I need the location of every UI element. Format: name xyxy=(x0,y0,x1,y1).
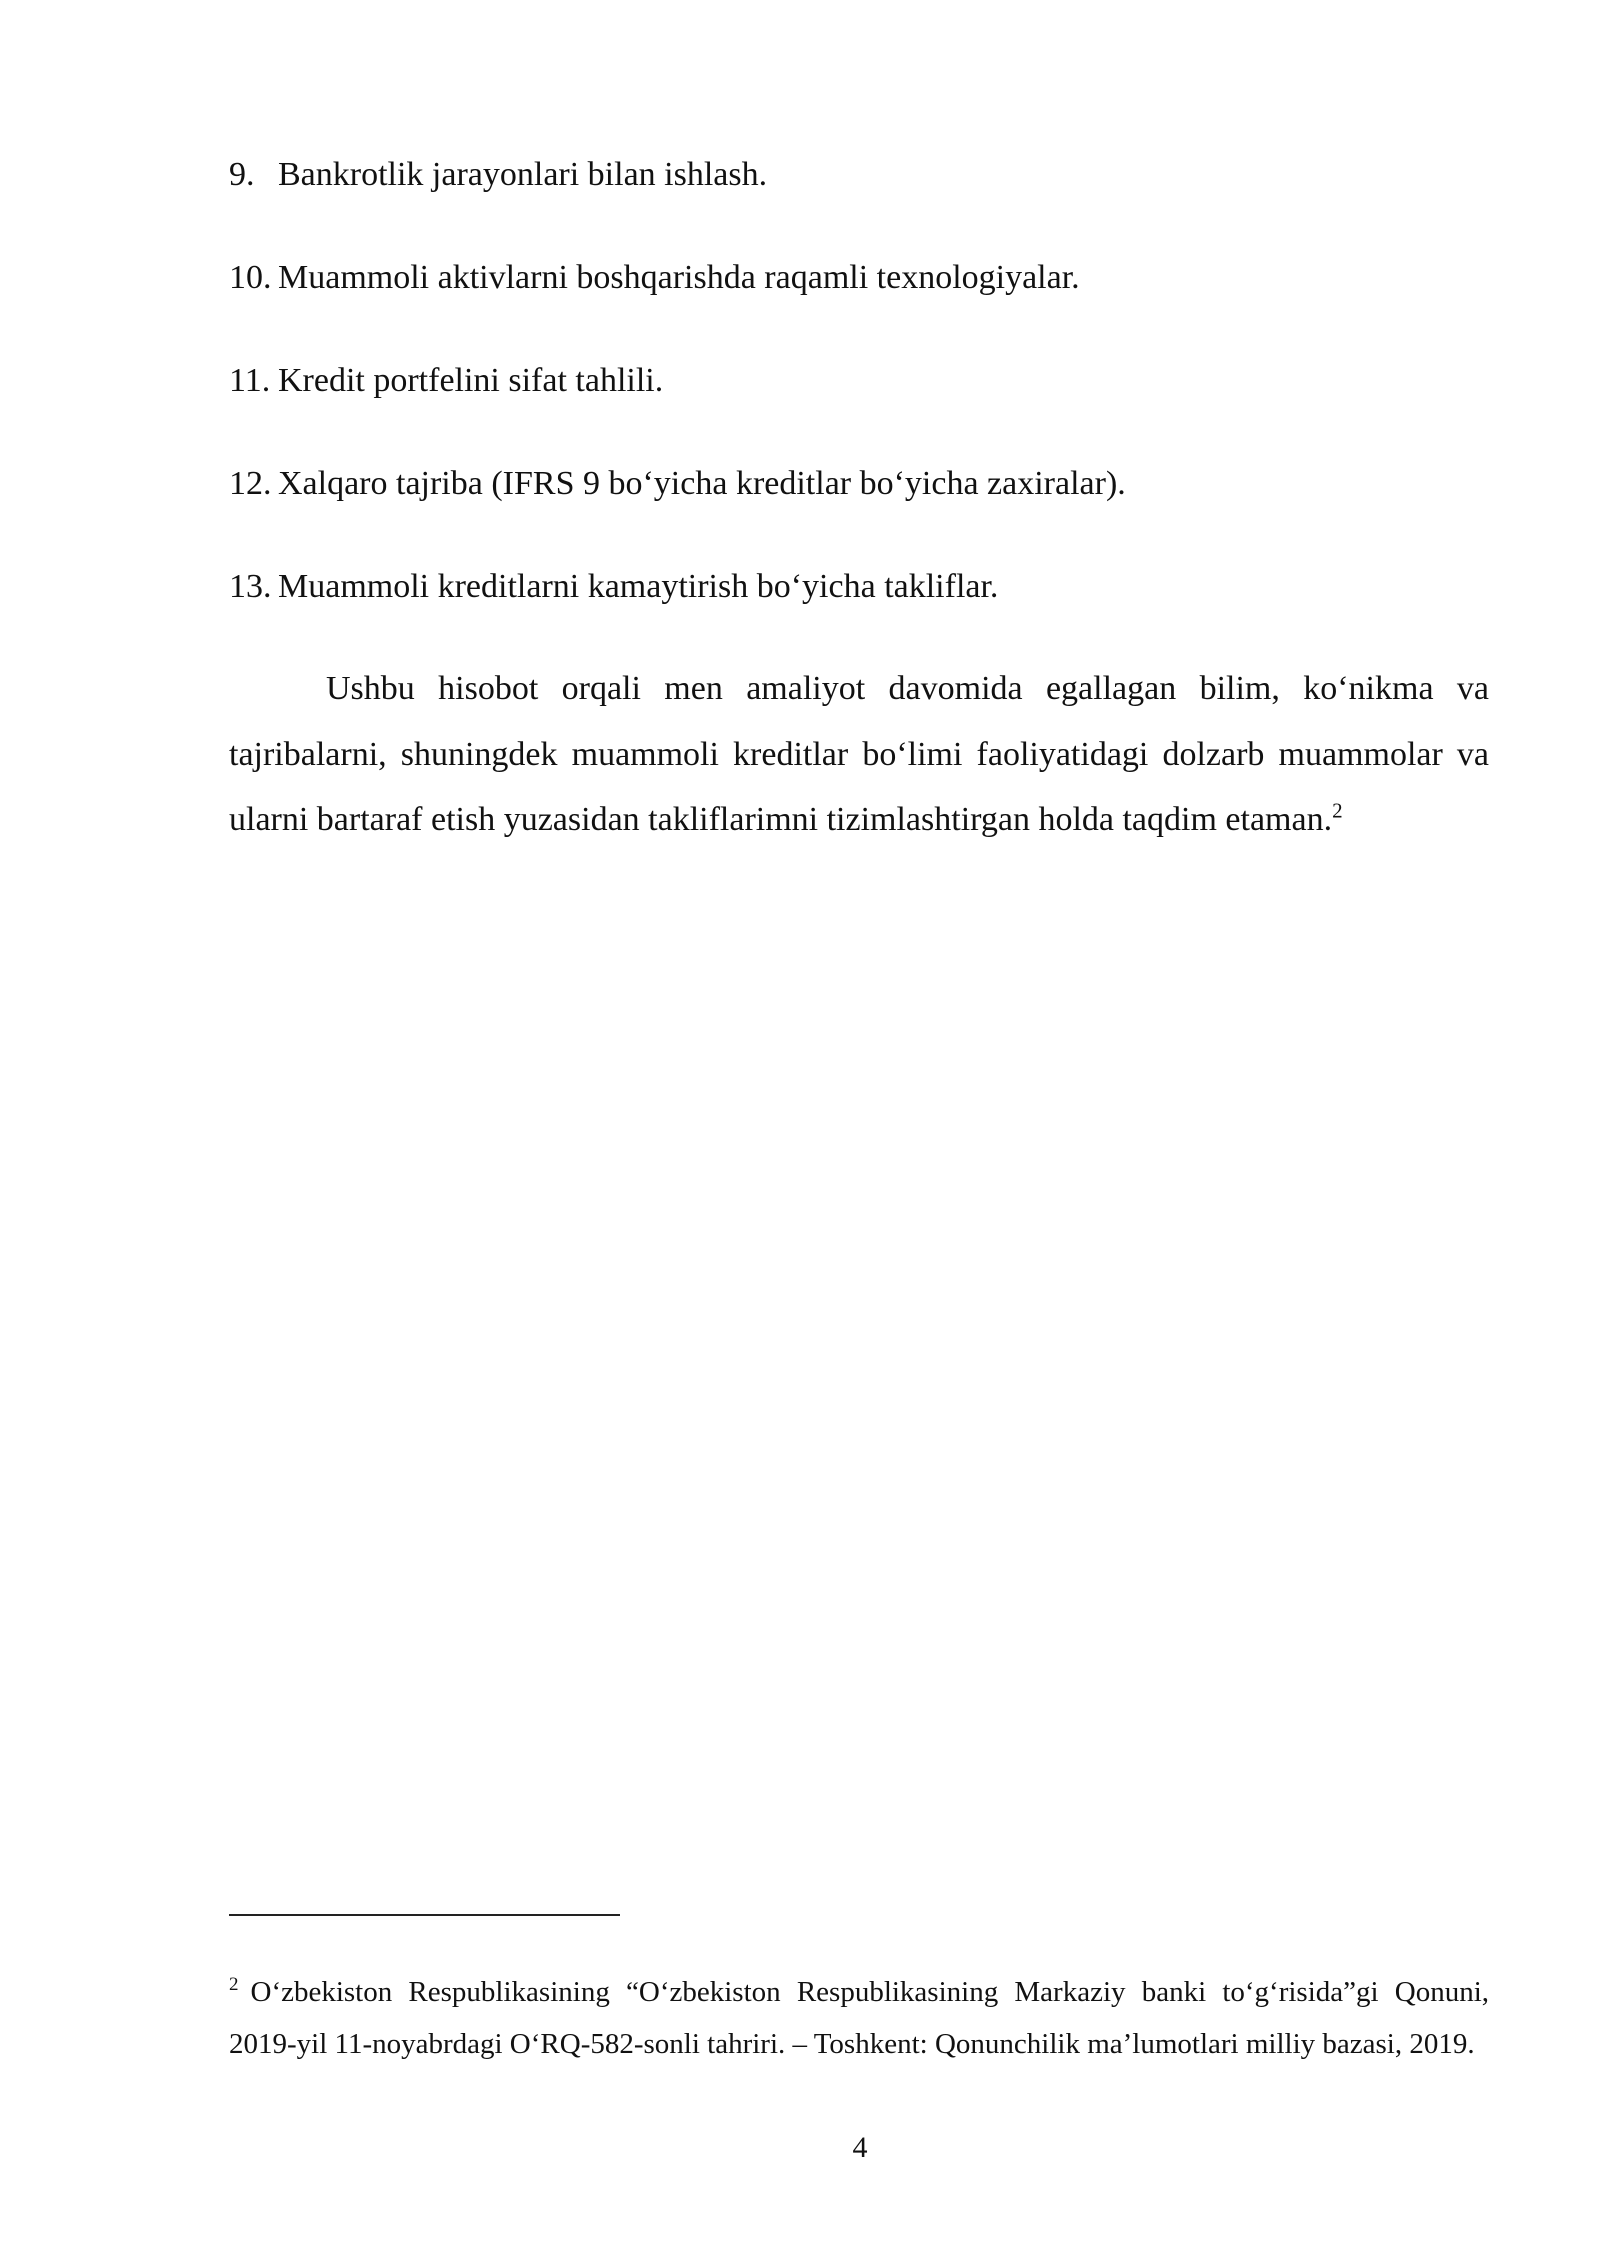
list-item-text: Kredit portfelini sifat tahlili. xyxy=(278,362,664,399)
list-item xyxy=(229,148,1489,202)
list-item xyxy=(229,560,1489,614)
numbered-list xyxy=(229,148,1489,663)
list-item-number: 12. xyxy=(229,465,272,502)
footnote-separator xyxy=(229,1914,620,1916)
list-item-number: 10. xyxy=(229,259,272,296)
list-item xyxy=(229,457,1489,511)
page-number: 4 xyxy=(852,2131,868,2164)
list-item-text: Bankrotlik jarayonlari bilan ishlash. xyxy=(278,156,768,193)
footnote-text: O‘zbekiston Respublikasining “O‘zbekiston Respublikasining Markaziy banki to‘g‘risida”gi Qonuni, 2019-yil 11-noyabrdagi O‘RQ-582-sonli tahriri. – Toshkent: Qonunchilik ma’lumotlari milliy bazasi, 2019. xyxy=(229,1976,1489,2060)
body-paragraph xyxy=(229,656,1489,853)
list-item-number: 9. xyxy=(229,156,255,193)
footnote-reference[interactable]: 2 xyxy=(1332,798,1343,823)
list-item xyxy=(229,354,1489,408)
list-item xyxy=(229,251,1489,305)
list-item-text: Xalqaro tajriba (IFRS 9 bo‘yicha kreditlar bo‘yicha zaxiralar). xyxy=(278,465,1126,502)
footnote xyxy=(229,1966,1489,2070)
list-item-text: Muammoli kreditlarni kamaytirish bo‘yicha takliflar. xyxy=(278,568,999,605)
body-paragraph-text: Ushbu hisobot orqali men amaliyot davomida egallagan bilim, ko‘nikma va tajribalarni, shuningdek muammoli kreditlar bo‘limi faoliyatidagi dolzarb muammolar va ularni bartaraf etish yuzasidan takliflarimni tizimlashtirgan holda taqdim etaman. xyxy=(229,670,1489,838)
list-item-number: 13. xyxy=(229,568,272,605)
list-item-number: 11. xyxy=(229,362,271,399)
footnote-mark: 2 xyxy=(229,1974,239,1996)
list-item-text: Muammoli aktivlarni boshqarishda raqamli texnologiyalar. xyxy=(278,259,1080,296)
